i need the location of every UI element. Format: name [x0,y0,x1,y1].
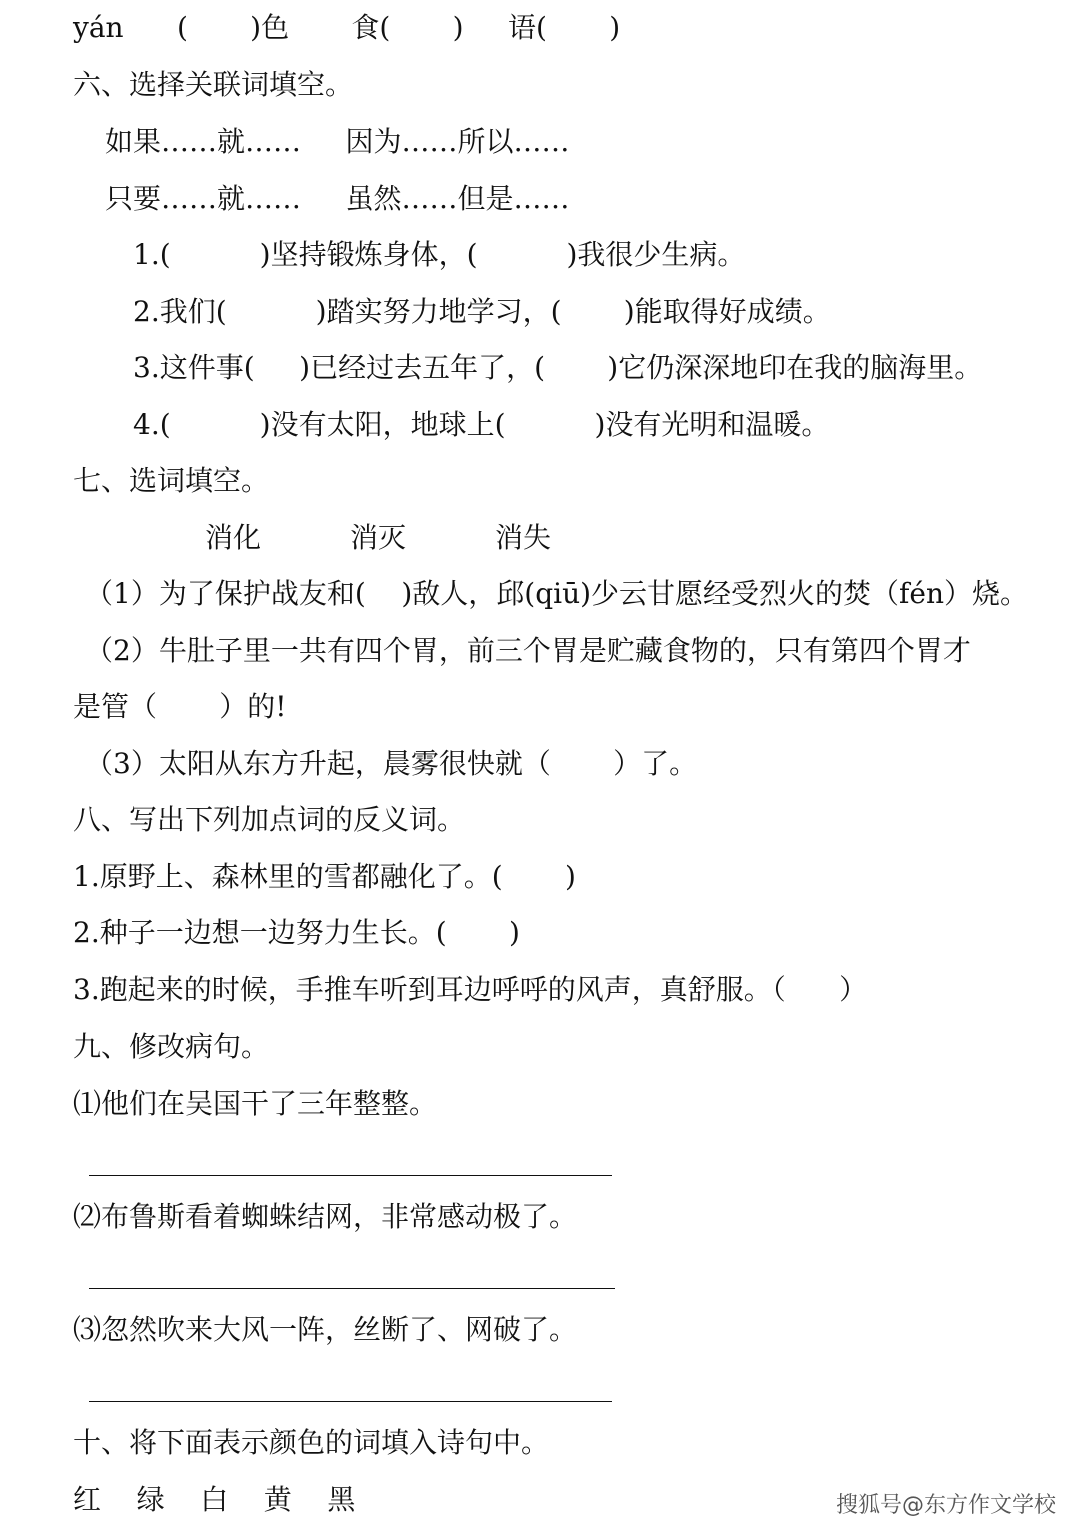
answer-line-1 [89,1175,612,1176]
watermark: 搜狐号@东方作文学校 [835,1493,1056,1518]
text-line: 如果……就…… 因为……所以…… [105,125,570,158]
text-line: 1.原野上、森林里的雪都融化了。( ) [73,860,576,893]
text-line: 十、将下面表示颜色的词填入诗句中。 [73,1426,550,1459]
text-line: 九、修改病句。 [73,1030,270,1063]
text-line: 八、写出下列加点词的反义词。 [73,803,466,836]
text-line: 只要……就…… 虽然……但是…… [105,182,570,215]
text-line: 消化 消灭 消失 [205,521,552,554]
text-line: （3）太阳从东方升起，晨雾很快就（ ）了。 [85,747,698,780]
text-line: 红 绿 白 黄 黑 [73,1483,356,1516]
text-line: 七、选词填空。 [73,464,270,497]
text-line: 3.跑起来的时候，手推车听到耳边呼呼的风声，真舒服。（ ） [73,973,868,1006]
text-line: 1.( )坚持锻炼身体，( )我很少生病。 [133,238,746,271]
text-line: 2.种子一边想一边努力生长。( ) [73,916,520,949]
text-line: ⑴他们在吴国干了三年整整。 [73,1087,438,1120]
text-line: 2.我们( )踏实努力地学习，( )能取得好成绩。 [133,295,831,328]
text-line: 是管（ ）的! [73,690,287,723]
answer-line-3 [89,1401,612,1402]
text-line: yán ( )色 食( ) 语( ) [73,11,621,44]
text-line: 六、选择关联词填空。 [73,68,354,101]
answer-line-2 [89,1288,615,1289]
text-line: （2）牛肚子里一共有四个胃，前三个胃是贮藏食物的，只有第四个胃才 [85,634,971,667]
text-line: ⑵布鲁斯看着蜘蛛结网，非常感动极了。 [73,1200,578,1233]
text-line: （1）为了保护战友和( )敌人，邱(qiū)少云甘愿经受烈火的焚（fén）烧。 [85,577,1028,610]
text-line: 3.这件事( )已经过去五年了，( )它仍深深地印在我的脑海里。 [133,351,983,384]
text-line: 4.( )没有太阳，地球上( )没有光明和温暖。 [133,408,830,441]
text-line: ⑶忽然吹来大风一阵，丝断了、网破了。 [73,1313,578,1346]
